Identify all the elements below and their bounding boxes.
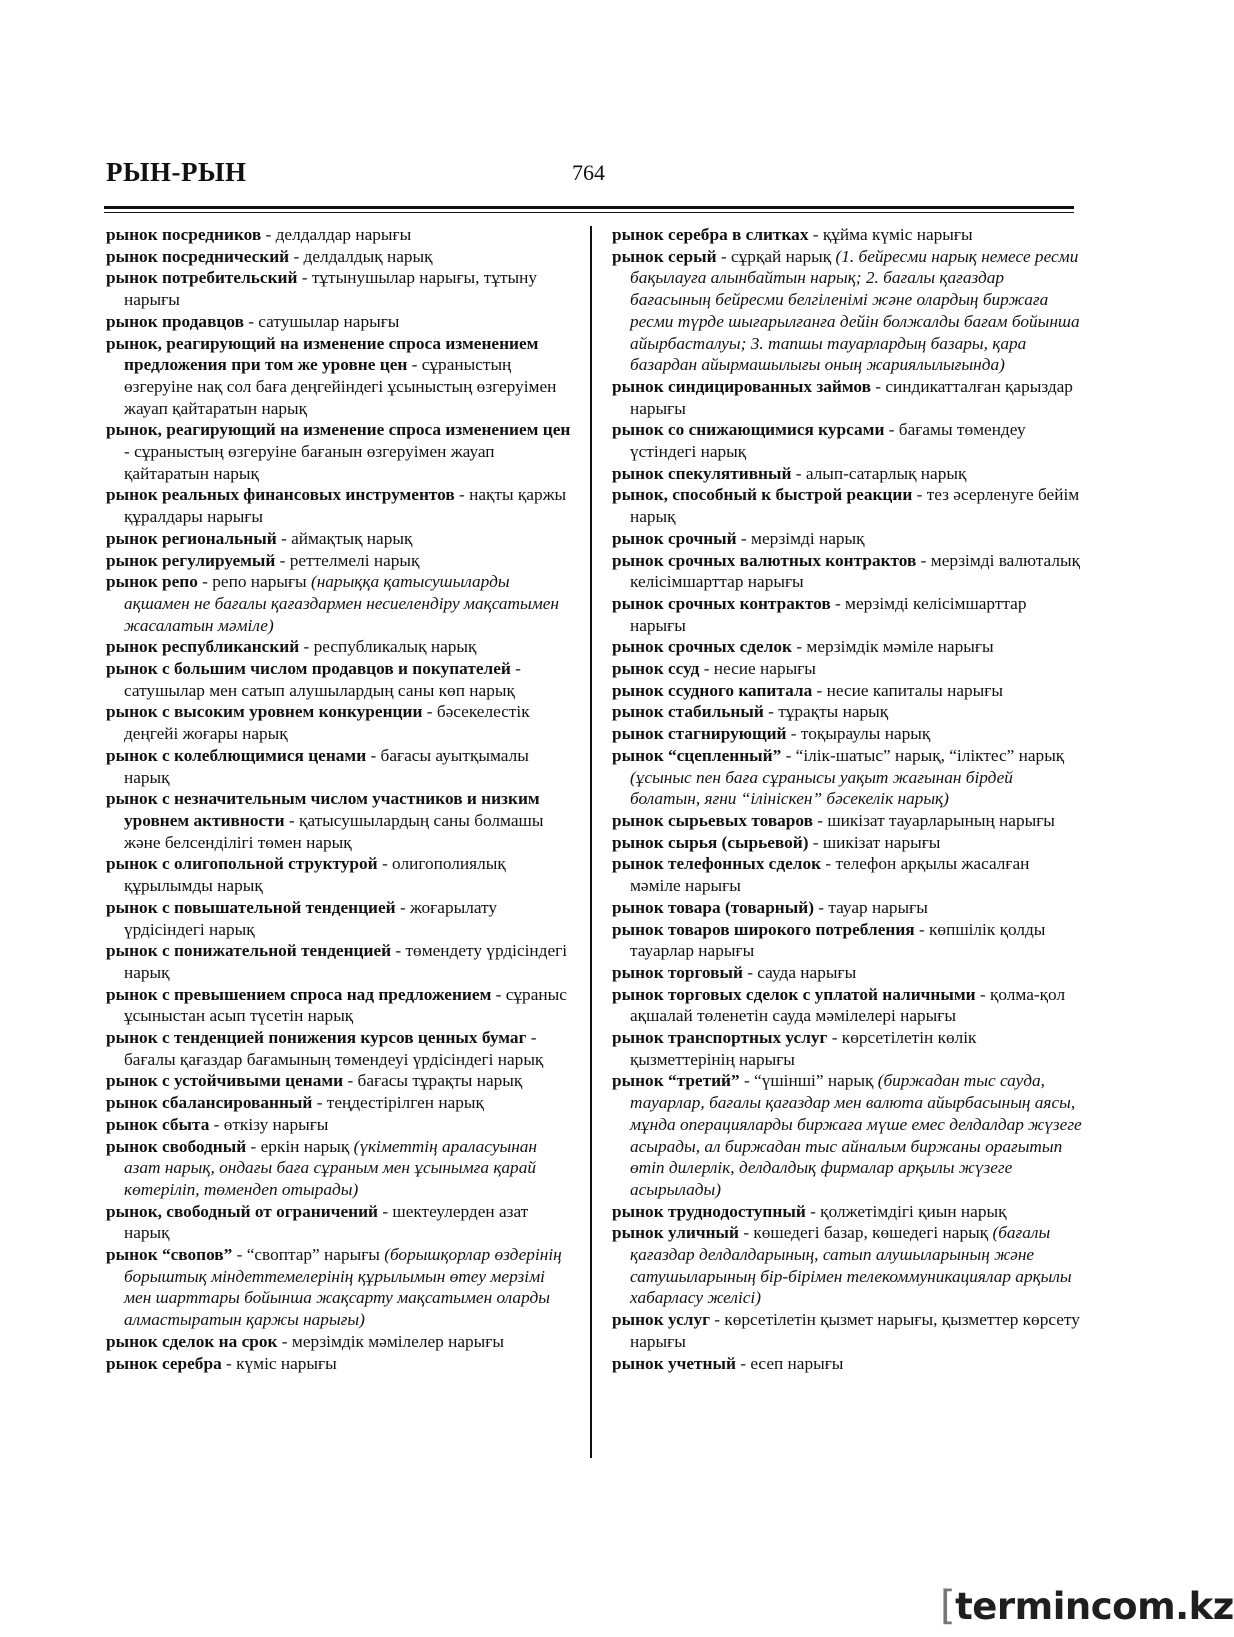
dictionary-entry bbox=[106, 311, 573, 333]
entry-term: рынок серебра в слитках bbox=[612, 225, 809, 244]
dictionary-entry bbox=[106, 484, 573, 527]
dictionary-entry bbox=[612, 376, 1082, 419]
entry-term: рынок сырья (сырьевой) bbox=[612, 832, 809, 852]
entry-term: рынок торговых сделок с уплатой наличными bbox=[612, 984, 976, 1004]
entry-definition: - аймақтық нарық bbox=[276, 528, 413, 548]
entry-definition: - делдалдық нарық bbox=[289, 246, 433, 266]
entry-term: рынок с незначительным числом участников и низким уровнем активности bbox=[106, 789, 540, 830]
entry-term: рынок ссудного капитала bbox=[612, 680, 813, 700]
dictionary-entry bbox=[612, 680, 1082, 702]
entry-definition: - тоқыраулы нарық bbox=[786, 724, 931, 744]
dictionary-entry bbox=[106, 1201, 573, 1244]
dictionary-entry bbox=[612, 745, 1082, 810]
entry-definition: - еркін нарық bbox=[246, 1136, 354, 1156]
dictionary-entry bbox=[612, 1309, 1082, 1352]
entry-definition: - өткізу нарығы bbox=[209, 1114, 329, 1134]
dictionary-entry bbox=[612, 636, 1082, 658]
dictionary-entry bbox=[106, 1353, 573, 1375]
dictionary-entry bbox=[612, 701, 1082, 723]
dictionary-entry bbox=[612, 1222, 1082, 1309]
entry-term: рынок уличный bbox=[612, 1223, 739, 1243]
entry-term: рынок региональный bbox=[106, 528, 277, 548]
dictionary-entry bbox=[106, 1070, 573, 1092]
entry-definition: - мерзімді келісімшарттар нарығы bbox=[630, 593, 1027, 635]
dictionary-entry bbox=[612, 1070, 1082, 1200]
dictionary-entry bbox=[106, 419, 573, 484]
entry-term: рынок срочных валютных контрактов bbox=[612, 550, 917, 570]
entry-term: рынок продавцов bbox=[106, 311, 244, 331]
entry-note: (борышқорлар өздерінің борыштық міндеттемелерінің құрылымын өтеу мерзімі мен шарттары бойынша жақсарту мақсатымен оларды алмастыратын қаржы нарығы) bbox=[124, 1245, 562, 1330]
entry-term: рынок с превышением спроса над предложением bbox=[106, 984, 492, 1004]
entry-term: рынок серебра bbox=[106, 1353, 222, 1373]
entry-term: рынок свободный bbox=[106, 1136, 247, 1156]
entry-definition: - телефон арқылы жасалған мәміле нарығы bbox=[630, 854, 1030, 896]
entry-definition: - қолма-қол ақшалай төленетін сауда мәмілелері нарығы bbox=[630, 984, 1066, 1026]
header-rule-thick bbox=[104, 206, 1074, 209]
entry-definition: - теңдестірілген нарық bbox=[312, 1093, 484, 1113]
dictionary-entry bbox=[106, 788, 573, 853]
right-column bbox=[612, 224, 1082, 1374]
site-logo bbox=[940, 1583, 1234, 1629]
dictionary-entry bbox=[106, 940, 573, 983]
dictionary-entry bbox=[612, 810, 1082, 832]
entry-term: рынок стагнирующий bbox=[612, 724, 787, 744]
entry-definition: - көшедегі базар, көшедегі нарық bbox=[739, 1223, 993, 1243]
entry-definition: - көрсетілетін қызмет нарығы, қызметтер көрсету нарығы bbox=[630, 1310, 1080, 1351]
entry-term: рынок торговый bbox=[612, 962, 743, 982]
entry-definition: - тауар нарығы bbox=[813, 897, 928, 917]
entry-definition: - “своптар” нарығы bbox=[232, 1245, 385, 1265]
entry-definition: - сатушылар мен сатып алушылардың саны көп нарық bbox=[124, 659, 521, 700]
dictionary-entry bbox=[612, 919, 1082, 962]
entry-term: рынок сбалансированный bbox=[106, 1093, 313, 1113]
entry-definition: - сұраныстың өзгеруіне бағанын өзгеруімен жауап қайтаратын нарық bbox=[124, 442, 495, 483]
dictionary-entry bbox=[612, 962, 1082, 984]
entry-definition: - шектеулерден азат нарық bbox=[124, 1201, 529, 1243]
entry-definition: - мерзімдік мәмілелер нарығы bbox=[277, 1331, 504, 1351]
entry-term: рынок серый bbox=[612, 246, 717, 266]
dictionary-entry bbox=[612, 1201, 1082, 1223]
entry-term: рынок “третий” bbox=[612, 1071, 740, 1091]
entry-definition: - төмендету үрдісіндегі нарық bbox=[124, 941, 568, 982]
column-divider bbox=[590, 226, 592, 1458]
entry-note: (1. бейресми нарық немесе ресми бақылауға алынбайтын нарық; 2. бағалы қағаздар бағасының бейресми белгіленімі және олардың биржаға ресми түрде шығарылғанға дейін болжалды бағам бойынша айырбасталуы; 3. тапшы тауарлардың базары, қара базардан айырмашылығы оның жариялылығында) bbox=[630, 246, 1080, 375]
entry-definition: - жоғарылату үрдісіндегі нарық bbox=[124, 897, 498, 939]
dictionary-entry bbox=[106, 1114, 573, 1136]
entry-term: рынок труднодоступный bbox=[612, 1201, 806, 1221]
dictionary-entry bbox=[106, 1092, 573, 1114]
entry-definition: - қатысушылардың саны болмашы және белсенділігі төмен нарық bbox=[124, 810, 544, 852]
entry-note: (биржадан тыс сауда, тауарлар, бағалы қағаздар мен валюта айырбасының аясы, мұнда операцияларды биржаға мүше емес делдалдар жүзеге асырады, ал биржадан тыс айналым биржаны орағытып өтіп дилерлік, делдалдық фирмалар арқылы жүзеге асырылады) bbox=[630, 1071, 1082, 1199]
dictionary-entry bbox=[612, 832, 1082, 854]
entry-term: рынок репо bbox=[106, 572, 198, 592]
entry-definition: - несие нарығы bbox=[699, 659, 816, 679]
entry-definition: - сұрқай нарық bbox=[716, 246, 836, 266]
entry-definition: - бағамы төмендеу үстіндегі нарық bbox=[630, 420, 1026, 462]
entry-definition: - сатушылар нарығы bbox=[243, 311, 400, 331]
dictionary-entry bbox=[106, 1027, 573, 1070]
entry-definition: - бағалы қағаздар бағамының төмендеуі үрдісіндегі нарық bbox=[124, 1028, 544, 1069]
entry-term: рынок, реагирующий на изменение спроса изменением цен bbox=[106, 420, 571, 440]
entry-definition: - нақты қаржы құралдары нарығы bbox=[124, 485, 567, 527]
entry-term: рынок срочных сделок bbox=[612, 637, 792, 657]
dictionary-entry bbox=[612, 550, 1082, 593]
entry-term: рынок услуг bbox=[612, 1310, 710, 1330]
entry-definition: - сауда нарығы bbox=[742, 962, 857, 982]
entry-definition: - сұраныс ұсыныстан асып түсетін нарық bbox=[124, 984, 567, 1026]
dictionary-entry bbox=[612, 1353, 1082, 1375]
dictionary-entry bbox=[106, 1244, 573, 1331]
dictionary-entry bbox=[106, 658, 573, 701]
entry-term: рынок транспортных услуг bbox=[612, 1028, 828, 1048]
entry-term: рынок, свободный от ограничений bbox=[106, 1201, 379, 1221]
entry-definition: - реттелмелі нарық bbox=[275, 550, 420, 570]
dictionary-entry bbox=[106, 528, 573, 550]
entry-term: рынок товара (товарный) bbox=[612, 897, 814, 917]
dictionary-entry bbox=[106, 984, 573, 1027]
dictionary-entry bbox=[106, 224, 573, 246]
entry-note: (ұсыныс пен баға сұранысы уақыт жағынан бірдей болатын, яғни “ілініскен” бәсекелік нарық) bbox=[630, 767, 1013, 809]
entry-definition: - көрсетілетін көлік қызметтерінің нарығы bbox=[630, 1028, 977, 1069]
entry-definition: - “үшінші” нарық bbox=[739, 1071, 878, 1091]
entry-term: рынок реальных финансовых инструментов bbox=[106, 485, 455, 505]
entry-term: рынок срочный bbox=[612, 528, 737, 548]
page-number: 764 bbox=[572, 160, 605, 185]
dictionary-entry bbox=[106, 1331, 573, 1353]
entry-definition: - несие капиталы нарығы bbox=[812, 680, 1003, 700]
entry-note: (бағалы қағаздар делдалдарының, сатып алушыларының және сатушыларының бір-бірімен телекоммуникациялар арқылы хабарласу желісі) bbox=[630, 1223, 1072, 1308]
header-rule-thin bbox=[104, 212, 1074, 213]
entry-term: рынок с устойчивыми ценами bbox=[106, 1071, 344, 1091]
dictionary-entry bbox=[106, 745, 573, 788]
entry-term: рынок республиканский bbox=[106, 637, 300, 657]
entry-definition: - “ілік-шатыс” нарық, “іліктес” нарық bbox=[781, 745, 1065, 765]
entry-term: рынок посредников bbox=[106, 225, 262, 244]
entry-definition: - алып-сатарлық нарық bbox=[791, 463, 967, 483]
dictionary-entry bbox=[106, 246, 573, 268]
entry-term: рынок с колеблющимися ценами bbox=[106, 745, 367, 765]
dictionary-entry bbox=[612, 723, 1082, 745]
entry-definition: - мерзімді нарық bbox=[736, 528, 865, 548]
dictionary-entry bbox=[612, 246, 1082, 376]
entry-definition: - шикізат тауарларының нарығы bbox=[812, 810, 1055, 830]
entry-definition: - қолжетімдігі қиын нарық bbox=[805, 1201, 1007, 1221]
dictionary-entry bbox=[106, 897, 573, 940]
dictionary-entry bbox=[612, 419, 1082, 462]
entry-term: рынок спекулятивный bbox=[612, 463, 792, 483]
dictionary-entry bbox=[612, 593, 1082, 636]
entry-term: рынок телефонных сделок bbox=[612, 854, 822, 874]
entry-definition: - тұрақты нарық bbox=[763, 702, 889, 722]
dictionary-entry bbox=[612, 224, 1082, 246]
entry-definition: - есеп нарығы bbox=[735, 1353, 844, 1373]
dictionary-entry bbox=[612, 897, 1082, 919]
entry-definition: - олигополиялық құрылымды нарық bbox=[124, 854, 506, 896]
entry-term: рынок с повышательной тенденцией bbox=[106, 897, 396, 917]
entry-term: рынок с большим числом продавцов и покупателей bbox=[106, 659, 511, 679]
dictionary-entry bbox=[106, 333, 573, 420]
entry-term: рынок с высоким уровнем конкуренции bbox=[106, 702, 423, 722]
entry-term: рынок учетный bbox=[612, 1353, 736, 1373]
entry-definition: - мерзімдік мәміле нарығы bbox=[792, 637, 994, 657]
dictionary-entry bbox=[612, 853, 1082, 896]
entry-definition: - делдалдар нарығы bbox=[261, 225, 412, 244]
entry-term: рынок стабильный bbox=[612, 702, 764, 722]
entry-term: рынок потребительский bbox=[106, 268, 298, 288]
dictionary-entry bbox=[106, 701, 573, 744]
entry-definition: - бәсекелестік деңгейі жоғары нарық bbox=[124, 702, 530, 744]
dictionary-entry bbox=[612, 658, 1082, 680]
entry-definition: - бағасы ауытқымалы нарық bbox=[124, 745, 529, 787]
entry-term: рынок посреднический bbox=[106, 246, 290, 266]
entry-term: рынок с олигопольной структурой bbox=[106, 854, 378, 874]
dictionary-entry bbox=[612, 528, 1082, 550]
entry-definition: - бағасы тұрақты нарық bbox=[343, 1071, 523, 1091]
entry-term: рынок с тенденцией понижения курсов ценных бумаг bbox=[106, 1028, 527, 1048]
entry-definition: - күміс нарығы bbox=[221, 1353, 337, 1373]
dictionary-entry bbox=[106, 1136, 573, 1201]
page-header-title: РЫН-РЫН bbox=[106, 157, 247, 187]
entry-definition: - синдикатталған қарыздар нарығы bbox=[630, 376, 1073, 418]
dictionary-entry bbox=[612, 984, 1082, 1027]
dictionary-entry bbox=[106, 853, 573, 896]
entry-definition: - құйма күміс нарығы bbox=[808, 225, 973, 244]
dictionary-entry bbox=[612, 1027, 1082, 1070]
dictionary-entry bbox=[106, 636, 573, 658]
entry-definition: - сұраныстың өзгеруіне нақ сол баға деңгейіндегі ұсыныстың өзгеруімен жауап қайтаратын нарық bbox=[124, 355, 557, 418]
entry-definition: - мерзімді валюталық келісімшарттар нарығы bbox=[630, 550, 1080, 592]
entry-note: (нарыққа қатысушыларды ақшамен не бағалы қағаздармен несиелендіру мақсатымен жасалатын мәміле) bbox=[124, 572, 560, 635]
entry-term: рынок срочных контрактов bbox=[612, 593, 831, 613]
entry-term: рынок сделок на срок bbox=[106, 1331, 278, 1351]
entry-term: рынок сбыта bbox=[106, 1114, 210, 1134]
entry-term: рынок “сцепленный” bbox=[612, 745, 782, 765]
dictionary-entry bbox=[612, 463, 1082, 485]
logo-text: termincom.kz bbox=[955, 1585, 1234, 1628]
entry-definition: - шикізат нарығы bbox=[808, 832, 941, 852]
entry-definition: - көпшілік қолды тауарлар нарығы bbox=[630, 919, 1046, 961]
entry-definition: - республикалық нарық bbox=[299, 637, 477, 657]
dictionary-entry bbox=[612, 484, 1082, 527]
dictionary-entry bbox=[106, 267, 573, 310]
entry-term: рынок синдицированных займов bbox=[612, 376, 871, 396]
entry-definition: - тез әсерленуге бейім нарық bbox=[630, 485, 1080, 527]
logo-bracket-icon: [ bbox=[940, 1583, 956, 1629]
entry-term: рынок со снижающимися курсами bbox=[612, 420, 885, 440]
entry-term: рынок, реагирующий на изменение спроса изменением предложения при том же уровне цен bbox=[106, 333, 539, 375]
dictionary-entry bbox=[106, 550, 573, 572]
entry-term: рынок регулируемый bbox=[106, 550, 276, 570]
left-column bbox=[106, 224, 573, 1374]
entry-term: рынок “свопов” bbox=[106, 1245, 233, 1265]
entry-definition: - тұтынушылар нарығы, тұтыну нарығы bbox=[124, 268, 538, 310]
entry-term: рынок с понижательной тенденцией bbox=[106, 941, 392, 961]
entry-definition: - репо нарығы bbox=[197, 572, 311, 592]
entry-term: рынок сырьевых товаров bbox=[612, 810, 813, 830]
entry-term: рынок, способный к быстрой реакции bbox=[612, 485, 913, 505]
entry-note: (үкіметтің араласуынан азат нарық, ондағы баға сұраным мен ұсынымға қарай көтеріліп, төмендеп отырады) bbox=[124, 1136, 538, 1199]
entry-term: рынок ссуд bbox=[612, 659, 700, 679]
entry-term: рынок товаров широкого потребления bbox=[612, 919, 915, 939]
dictionary-entry bbox=[106, 571, 573, 636]
